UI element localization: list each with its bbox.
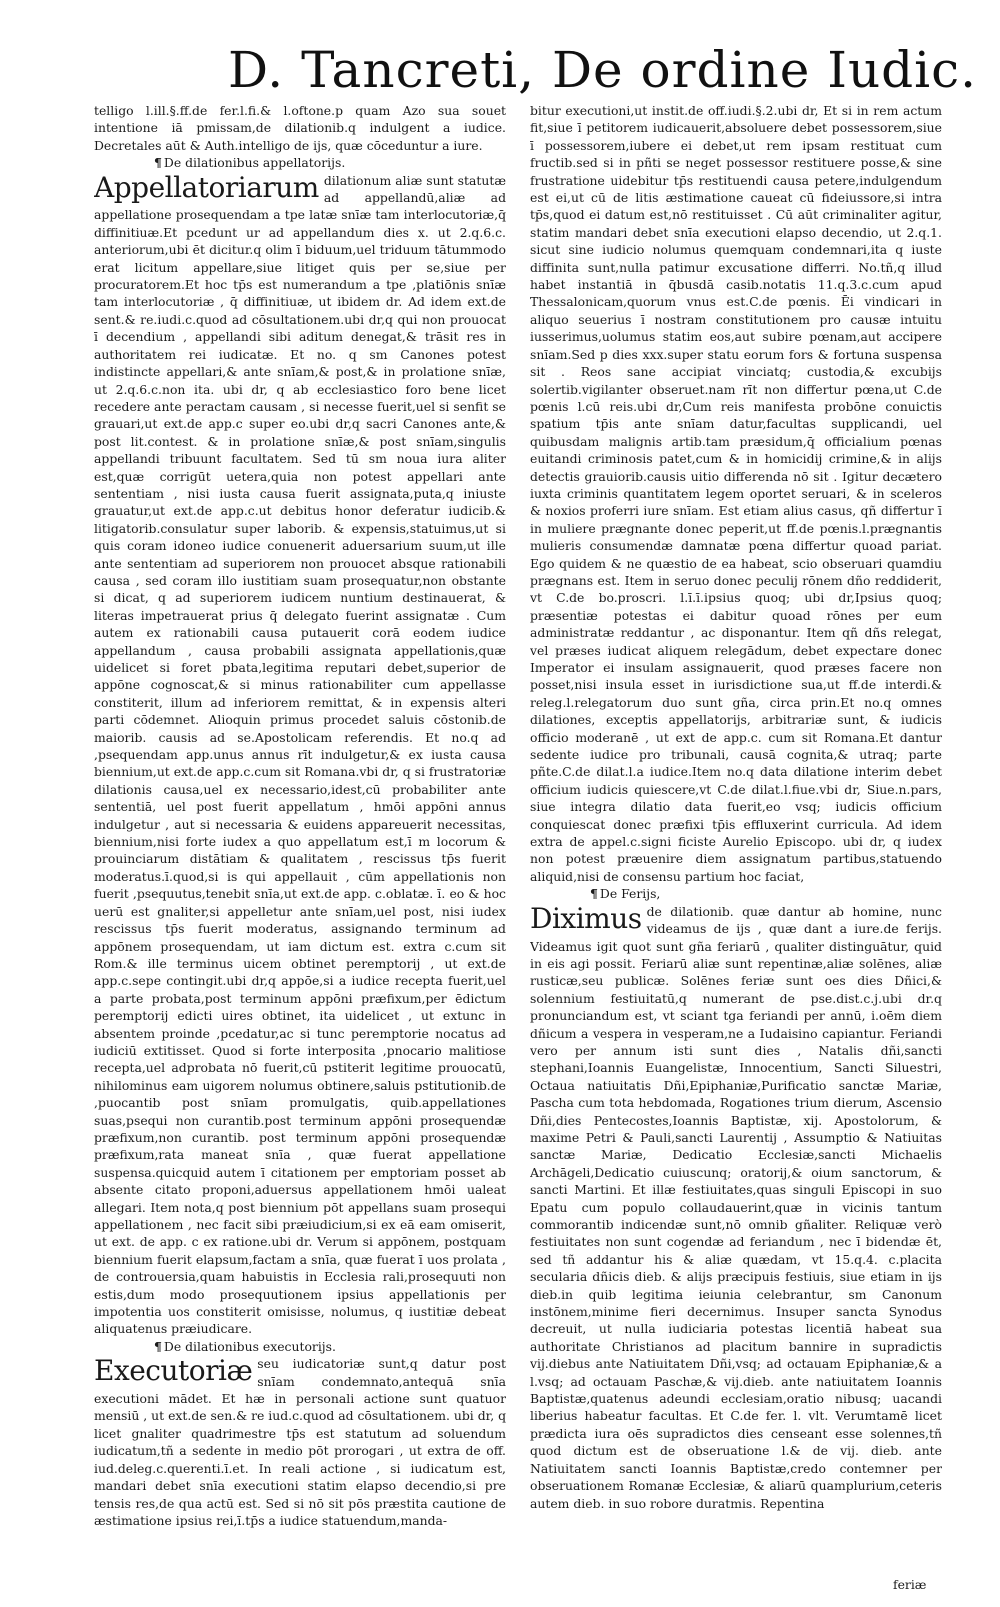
pilcrow-icon: ¶ [154, 1338, 162, 1354]
left-column [94, 102, 506, 1592]
paragraph-text: dilationum aliæ sunt statutæ ad appellandū,aliæ ad appellatione prosequendam a tpe latæ snīæ tam interlocutoriæ,q̄ diffinitiuæ.Et pcedunt ur ad appellandum dies x. ut 2.q.6.c. anteriorum,ubi ēt dicitur.q olim ī biduum,uel triduum tātummodo erat licitum appellare,siue litiget quis per se,siue per procuratorem.Et hoc tp̄s est numerandum a tpe ,platiōnis snīæ tam interlocutoriæ , q̄ diffinitiuæ, ut ibidem dr. Ad idem ext.de sent.& re.iudi.c.quod ad cōsultationem.ubi dr,q qui non prouocat ī decendium , appellandi sibi aditum denegat,& trāsit res in authoritatem rei iudicatæ. Et no. q sm Canones potest indistincte appellari,& ante snīam,& post,& in prolatione snīæ, ut 2.q.6.c.non ita. ubi dr, q ab ecclesiastico foro bene licet recedere ante peractam causam , si necesse fuerit,uel si senfit se grauari,ut ext.de app.c super eo.ubi dr,q sacri Canones ante,& post lit.contest. & in prolatione snīæ,& post snīam,singulis appellandi tribuunt facultatem. Sed tū sm noua iura aliter est,quæ corrigūt uetera,quia non potest appellari ante sententiam , nisi iusta causa fuerit assignata,puta,q iniuste grauatur,ut ext.de app.c.ut debitus honor deferatur iudicib.& litigatorib.consulatur super laborib. & expensis,statuimus,ut si quis coram idoneo iudice conuenerit aduersarium suum,ut ille ante sententiam ad superiorem non prouocet absque rationabili causa , sed coram illo iustitiam suam prosequatur,non obstante si dicat, q ad superiorem iudicem nuntium destinauerat, & literas impetrauerat prius q̄ delegato fuerint assignatæ . Cum autem ex rationabili causa putauerit corā eodem iudice appellandum , causa probabili assignata appellationis,quæ uidelicet si foret pbata,legitima reputari debet,superior de appōne cognoscat,& si minus rationabiliter cum appellasse constiterit, illum ad inferiorem remittat, & in expensis alteri parti cōdemnet. Alioquin primus procedet saluis cōstonib.de maiorib. causis ad se.Apostolicam referendis. Et no.q ad ,psequendam app.unus annus rīt indulgetur,& ex iusta causa biennium,ut ext.de app.c.cum sit Romana.vbi dr, q si frustratoriæ dilationis causa,uel ex necessario,idest,cū probabiliter ante sententiā, uel post fuerit appellatum , hmōi appōni annus indulgetur , aut si necessaria & euidens appareuerit necessitas, biennium,nisi forte iudex a quo appellatum est,ī m locorum & prouinciarum distātiam & qualitatem , rescissus tp̄s fuerit moderatus.ī.quod,si is qui appellauit , cūm appellationis non fuerit ,psequutus,tenebit snīa,ut ext.de app. c.oblatæ. ī. eo & hoc uerū est gnaliter,si appelletur ante snīam,uel post, nisi iudex rescissus tp̄s fuerit moderatus, assignando terminum ad appōnem prosequendam, ut iam dictum est. extra c.cum sit Rom.& ille terminus uicem obtinet peremptorij , ut ext.de app.c.sepe contingit.ubi dr,q appōe,si a iudice recepta fuerit,uel a parte probata,post terminum appōni præfixum,per ēdictum peremptorij edicti uires obtinet, ita uidelicet , ut extunc in absentem proinde ,pcedatur,ac si tunc peremptorie nocatus ad iudiciū extitisset. Quod si forte interposita ,pnocario malitiose recepta,uel adprobata nō fuerit,cū pstiterit legitime prouocatū, nihilominus eam uigorem nolumus obtinere,saluis pstitutionib.de ,puocantib post snīam promulgatis, quib.appellationes suas,psequi non curantib.post terminum appōni prosequendæ præfixum,non curantib. post terminum appōni prosequendæ præfixum,rata maneat snīa , quæ fuerat appellatione suspensa.quicquid autem ī citationem per emptoriam posset ab absente citato proponi,aduersus appellationem hmōi ualeat allegari. Item nota,q post biennium pōt appellans suam prosequi appellationem , nec facit sibi præiudicium,si ex eā eam omiserit, ut ext. de app. c ex ratione.ubi dr. Verum si appōnem, postquam biennium fuerit elapsum,factam a snīa, quæ fuerat ī uos prolata , de controuersia,quam habuistis in Ecclesia rali,prosequuti non estis,dum modo prosequutionem ipsius appellationis per impotentia uos constiterit omisisse, nolumus, q iustitiæ debeat aliquatenus præiudicare. [94, 172, 506, 1337]
pilcrow-icon: ¶ [154, 155, 162, 171]
section-heading-text: De dilationibus executorijs. [163, 1338, 336, 1354]
appellatory-paragraph [94, 172, 506, 1338]
intro-paragraph: telligo l.ill.§.ff.de fer.l.fi.& l.oftone.p quam Azo sua souet intentione iā pmissam,de dilationib.q indulgent a iudice. Decretales aūt & Auth.intelligo de ijs, quæ cōceduntur a iure. [94, 103, 506, 153]
pilcrow-icon: ¶ [590, 886, 598, 902]
section-heading-text: De dilationibus appellatorijs. [163, 155, 346, 171]
lead-word: Diximus [530, 901, 642, 935]
lead-word: Executoriæ [94, 1354, 253, 1388]
catchword: feriæ [893, 1577, 927, 1592]
section-heading-appellatory [94, 154, 506, 171]
lead-word: Appellatoriarum [94, 170, 319, 204]
paragraph-text: de dilationib. quæ dantur ab homine, nunc videamus de ijs , quæ dant a iure.de ferijs. Videamus igit quot sunt gña feriarū , qualiter distinguātur, quid in eis agi possit. Feriarū aliæ sunt repentinæ,aliæ solēnes, aliæ rusticæ,seu publicæ. Solēnes feriæ sunt oes dies Dñici,& solennium festiuitatū,q numerant de pse.dist.c.j.ubi dr.q pronunciandum est, vt sciant tga feriandi per annū, i.oēm diem dñicum a vespera in vesperam,ne a Iudaisino capiantur. Feriandi vero per annum isti sunt dies , Natalis dñi,sancti stephani,Ioannis Euangelistæ, Innocentium, Sancti Siluestri, Octaua natiuitatis Dñi,Epiphaniæ,Purificatio sanctæ Mariæ, Pascha cum tota hebdomada, Rogationes trium dierum, Ascensio Dñi,dies Pentecostes,Ioannis Baptistæ, xij. Apostolorum, & maxime Petri & Pauli,sancti Laurentij , Assumptio & Natiuitas sanctæ Mariæ, Dedicatio Ecclesiæ,sancti Michaelis Archāgeli,Dedicatio cuiuscunq; oratorij,& oium sanctorum, & sancti Martini. Et illæ festiuitates,quas singuli Episcopi in suo Epatu cum populo collaudauerint,quæ in vicinis tantum commorantib indicendæ sunt,nō omnib gñaliter. Reliquæ verò festiuitates non sunt cogendæ ad feriandum , nec ī bidendæ ēt, sed tñ addantur his & aliæ quædam, vt 15.q.4. c.placita secularia dñicis dieb. & alijs præcipuis festiuis, siue etiam in ijs dieb.in quib legitima ieiunia celebrantur, sm Canonum instōnem,minime fieri decernimus. Insuper sancta Synodus decreuit, ut nulla iudiciaria potestas licentiā habeat sua authoritate Christianos ad placitum bannire in supradictis vij.diebus ante Natiuitatem Dñi,vsq; ad octauam Epiphaniæ,& a l.vsq; ad octauam Paschæ,& vij.dieb. ante natiuitatem Ioannis Baptistæ,quatenus adeundi ecclesiam,oratio nibusq; uacandi liberius habeatur facultas. Et C.de fer. l. vlt. Verumtamē licet prædicta iura oēs supradictos dies censeant esse solennes,tñ quod dictum est de obseruatione l.& de vij. dieb. ante Natiuitatem sancti Ioannis Baptistæ,credo contemner per obseruationem Romanæ Ecclesiæ, & aliarū quamplurium,ceteris autem dieb. in suo robore duratmis. Repentina [530, 903, 942, 1511]
paragraph-text: seu iudicatoriæ sunt,q datur post snīam condemnato,antequā snīa executioni mādet. Et hæ in personali actione sunt quatuor mensiū , ut ext.de sen.& re iud.c.quod ad cōsultationem. ubi dr, q licet gnaliter quadrimestre tp̄s est statutum ad soluendum iudicatum,tñ a sedente in medio pōt prorogari , ut extra de off. iud.deleg.c.querenti.ī.et. In reali actione , si iudicatum est, mandari debet snīa executioni statim elapso decendio,si pre tensis res,de qua actū est. Sed si nō sit pōs præstita cautione de æstimatione ipsius rei,ī.tp̄s a iudice statuendum,manda- [94, 1356, 506, 1528]
section-heading-text: De Ferijs, [599, 886, 661, 902]
feriae-paragraph [530, 903, 942, 1512]
continued-paragraph: bitur executioni,ut instit.de off.iudi.§.2.ubi dr, Et si in rem actum fit,siue ī petitorem iudicauerit,absoluere debet possessorem,siue ī possessorem,iubere ei debet,ut rem ipsam restituat cum fructib.sed si in pñti se neget possessor restituere posse,& sine frustratione uidebitur tp̄s restituendi causa petere,indulgendum est ei,ut cū de litis æstimatione caueat cū fideiussore,si intra tp̄s,quod ei datum est,nō restituisset . Cū aūt criminaliter agitur, statim mandari debet snīa executioni elapso decendio, ut 2.q.1. sicut sine iudicio nolumus quemquam condemnari,ita q iuste diffinita sunt,nulla patimur excusatione differri. No.tñ,q illud habet instantiā in q̄busdā casib.notatis 11.q.3.c.cum apud Thessalonicam,quorum vnus est.C.de pœnis. Ēi vindicari in aliquo seuerius ī nostram constitutionem pro causæ intuitu iusserimus,uolumus statim eos,aut subire pœnam,aut accipere snīam.Sed p dies xxx.super statu eorum fors & fortuna suspensa sit . Reos sane accipiat vinciatq; custodia,& excubijs solertib.vigilanter obseruet.nam rīt non differtur pœna,ut C.de pœnis l.cū reis.ubi dr,Cum reis manifesta probōne conuictis spatium tp̄is ante snīam datur,facultas supplicandi, uel quibusdam malignis artib.tam præsidum,q̄ officialium pœnas euitandi criminosis patet,cum & in homicidij crimine,& in alijs detectis grauiorib.causis uitio differenda nō sit . Igitur decætero iuxta criminis quantitatem legem oportet seruari, & in sceleros & noxios proferri iure snīam. Est etiam alius casus, qñ differtur ī in muliere prægnante donec peperit,ut ff.de pœnis.l.prægnantis mulieris consumendæ damnatæ pœna differtur quoad pariat. Ego quidem & ne quæstio de ea habeat, scio obseruari quamdiu prægnans est. Item in seruo donec peculij rōnem dño reddiderit, vt C.de bo.proscri. l.ī.ī.ipsius quoq; ubi dr,Ipsius quoq; præsentiæ potestas ei dabitur quoad rōnes per eum administratæ reddantur , ac disponantur. Item qñ dñs relegat, vel præses iudicat aliquem relegādum, debet expectare donec Imperator ei insulam assignauerit, quod præses facere non posset,nisi insula esset in iurisdictione sua,ut ff.de interdi.& releg.l.relegatorum duo sunt gña, circa prin.Et no.q omnes dilationes, exceptis appellatorijs, arbitrariæ sunt, & iudicis officio moderanē , ut ext de app.c. cum sit Romana.Et dantur sedente iudice pro tribunali, causā cognita,& utraq; parte pñte.C.de dilat.l.a iudice.Item no.q data dilatione interim debet officium iudicis quiescere,vt C.de dilat.l.fiue.vbi dr, Siue.n.pars, siue integra dilatio data fuerit,eo vsq; iudicis officium conquiescat donec præfixi tp̄is effluxerint curricula. Ad idem extra de appel.c.signi ficiste Aurelio Episcopo. ubi dr, q iudex non potest præuenire diem assignatum partibus,statuendo aliquid,nisi de consensu partium hoc faciat, [530, 103, 942, 884]
section-heading-feriae [530, 885, 942, 902]
right-column [530, 102, 942, 1592]
executory-paragraph [94, 1355, 506, 1529]
running-title: D. Tancreti, De ordine Iudic. [228, 41, 978, 99]
section-heading-executory [94, 1338, 506, 1355]
